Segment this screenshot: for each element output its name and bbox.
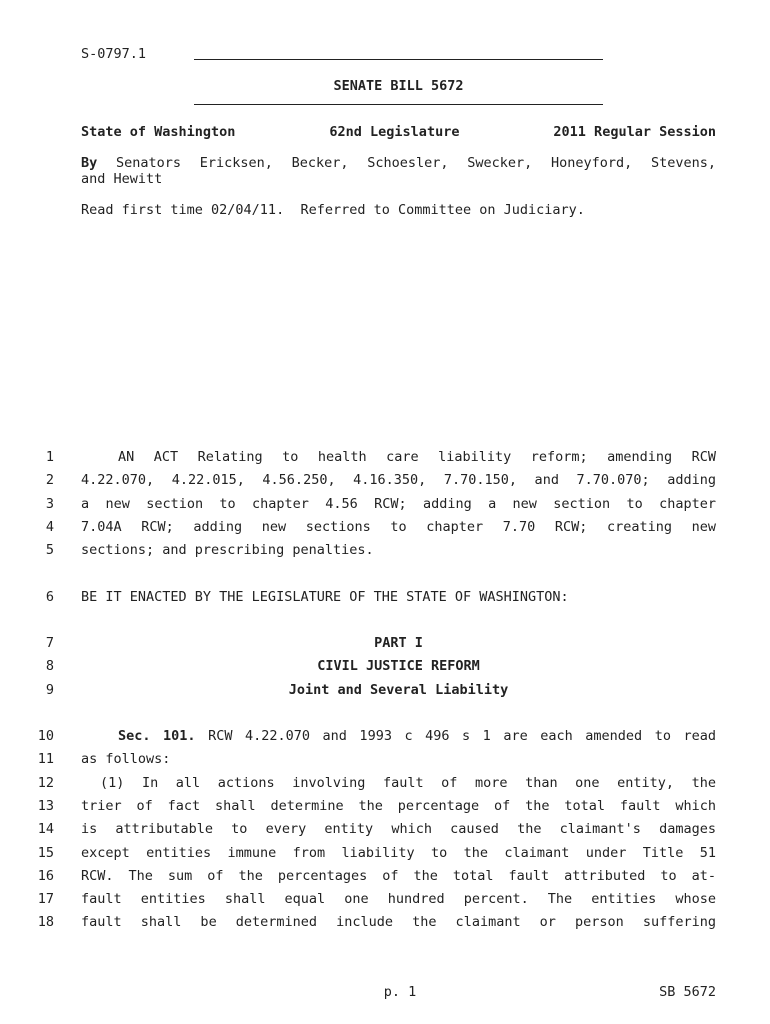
part-subtitle: CIVIL JUSTICE REFORM bbox=[317, 658, 480, 674]
section-line: is attributable to every entity which caused the claimant's damages bbox=[81, 821, 716, 837]
line-number: 1 bbox=[45, 449, 54, 465]
session-header-row bbox=[81, 124, 716, 140]
line-number: 12 bbox=[37, 775, 54, 791]
line-number: 7 bbox=[45, 635, 54, 651]
line-number: 16 bbox=[37, 868, 54, 884]
part-title: PART I bbox=[374, 635, 423, 651]
by-label: By bbox=[81, 155, 98, 171]
page-number: p. 1 bbox=[383, 984, 417, 1000]
act-line: 4.22.070, 4.22.015, 4.56.250, 4.16.350, 7.70.150, and 7.70.070; adding bbox=[81, 472, 716, 488]
line-number: 5 bbox=[45, 542, 54, 558]
section-line: (1) In all actions involving fault of more than one entity, the bbox=[100, 775, 716, 791]
line-number: 17 bbox=[37, 891, 54, 907]
section-heading: Joint and Several Liability bbox=[288, 682, 509, 698]
document-id: S-0797.1 bbox=[81, 46, 147, 62]
line-number: 9 bbox=[45, 682, 54, 698]
section-line: fault shall be determined include the claimant or person suffering bbox=[81, 914, 716, 930]
section-101-first-line bbox=[118, 728, 716, 744]
section-label: Sec. 101. bbox=[118, 728, 196, 744]
section-text: RCW 4.22.070 and 1993 c 496 s 1 are each amended to read bbox=[208, 728, 716, 744]
legislature-name: 62nd Legislature bbox=[329, 124, 460, 140]
sponsors-line-2: and Hewitt bbox=[81, 171, 163, 187]
act-line: a new section to chapter 4.56 RCW; adding a new section to chapter bbox=[81, 496, 716, 512]
line-number: 6 bbox=[45, 589, 54, 605]
act-line: AN ACT Relating to health care liability reform; amending RCW bbox=[118, 449, 716, 465]
line-number: 4 bbox=[45, 519, 54, 535]
section-line: trier of fact shall determine the percentage of the total fault which bbox=[81, 798, 716, 814]
line-number: 3 bbox=[45, 496, 54, 512]
read-first-time: Read first time 02/04/11. Referred to Committee on Judiciary. bbox=[81, 202, 585, 218]
section-line: as follows: bbox=[81, 751, 171, 767]
act-line: 7.04A RCW; adding new sections to chapter 7.70 RCW; creating new bbox=[81, 519, 716, 535]
line-number: 14 bbox=[37, 821, 54, 837]
section-line: except entities immune from liability to the claimant under Title 51 bbox=[81, 845, 716, 861]
line-number: 8 bbox=[45, 658, 54, 674]
top-rule bbox=[194, 59, 603, 60]
sponsors-line-1 bbox=[81, 155, 716, 171]
act-line: sections; and prescribing penalties. bbox=[81, 542, 374, 558]
footer-bill-ref: SB 5672 bbox=[659, 984, 716, 1000]
section-line: fault entities shall equal one hundred percent. The entities whose bbox=[81, 891, 716, 907]
line-number: 13 bbox=[37, 798, 54, 814]
sponsors-text: Senators Ericksen, Becker, Schoesler, Swecker, Honeyford, Stevens, bbox=[116, 155, 716, 171]
title-rule bbox=[194, 104, 603, 105]
state-name: State of Washington bbox=[81, 124, 236, 140]
line-number: 2 bbox=[45, 472, 54, 488]
session-name: 2011 Regular Session bbox=[553, 124, 716, 140]
bill-title: SENATE BILL 5672 bbox=[333, 78, 464, 94]
line-number: 15 bbox=[37, 845, 54, 861]
enacting-clause: BE IT ENACTED BY THE LEGISLATURE OF THE STATE OF WASHINGTON: bbox=[81, 589, 569, 605]
section-line: RCW. The sum of the percentages of the total fault attributed to at- bbox=[81, 868, 716, 884]
line-number: 18 bbox=[37, 914, 54, 930]
line-number: 10 bbox=[37, 728, 54, 744]
line-number: 11 bbox=[37, 751, 54, 767]
